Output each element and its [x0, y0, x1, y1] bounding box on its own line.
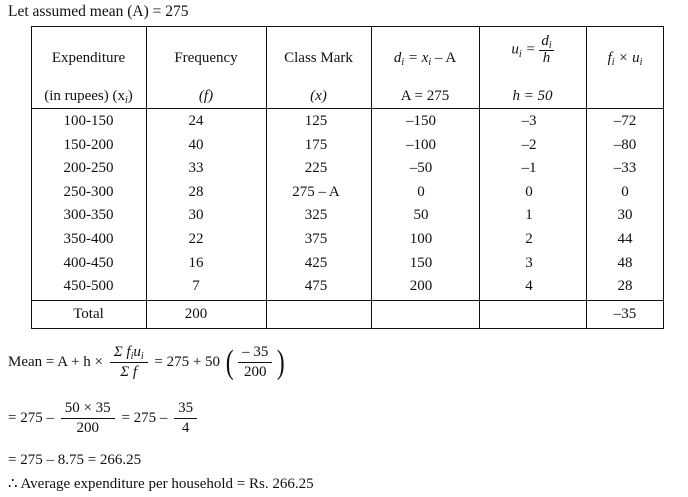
cell-fu: –80 [613, 136, 637, 153]
cell-frequency: 7 [192, 278, 200, 295]
cell-fu: 44 [617, 231, 633, 247]
cell-class-mark: 275 – A [292, 183, 340, 200]
sum-fraction: $\frac{\Sigma f_iu_i}{\text{Σ f}}$ [110, 344, 148, 382]
header-step-deviation: $u_i$ = $\frac{d_i}{h}$ [511, 33, 552, 66]
cell-class-mark: 475 [304, 278, 328, 295]
header-class-width: h = 50 [512, 88, 553, 104]
total-separator [31, 300, 664, 301]
cell-frequency: 24 [188, 113, 204, 129]
paren-fraction: $\frac{- 35}{200}$ [238, 344, 272, 382]
cell-expenditure: 100-150 [63, 113, 114, 129]
cell-deviation: 0 [417, 183, 425, 200]
header-frequency: Frequency [174, 50, 238, 66]
cell-step-deviation: 1 [525, 207, 533, 224]
cell-deviation: –150 [406, 113, 436, 129]
cell-expenditure: 300-350 [63, 207, 114, 224]
cell-deviation: 200 [409, 278, 433, 295]
mean-step-three: = 275 – 8.75 = 266.25 [8, 452, 142, 468]
product-fraction: $\frac{50 \times 35}{200}$ [61, 400, 115, 438]
step-deviation-fraction: $\frac{d_i}{h}$ [541, 33, 552, 66]
cell-step-deviation: –1 [521, 160, 537, 177]
header-expenditure-unit: (in rupees) $(x_i)$ [44, 88, 133, 106]
header-deviation-value: A = 275 [400, 88, 450, 104]
mean-formula: Mean = A + h × $\frac{\Sigma f_iu_i}{\text{Σ f}}$ = 275 + 50 ( $\frac{- 35}{200}$ ) [8, 343, 286, 381]
header-class-mark-symbol: (x) [310, 88, 327, 104]
cell-fu: –33 [613, 160, 637, 177]
cell-step-deviation: –3 [521, 113, 537, 129]
header-frequency-symbol: (f) [198, 88, 214, 104]
cell-step-deviation: 0 [525, 183, 533, 200]
total-label: Total [73, 306, 104, 322]
cell-class-mark: 425 [304, 254, 328, 271]
header-separator [31, 108, 664, 109]
cell-frequency: 30 [188, 207, 204, 224]
total-fu: –35 [613, 306, 637, 322]
header-class-mark: Class Mark [284, 50, 353, 66]
assumed-mean-text: Let assumed mean (A) = 275 [8, 3, 189, 20]
cell-expenditure: 350-400 [63, 231, 114, 247]
cell-step-deviation: 4 [525, 278, 533, 295]
cell-fu: 0 [621, 183, 629, 200]
simplified-fraction: $\frac{35}{4}$ [174, 400, 197, 438]
header-deviation: $d_i = x_i - A$ [393, 50, 457, 68]
cell-frequency: 33 [188, 160, 204, 177]
cell-frequency: 22 [188, 231, 204, 247]
header-expenditure: Expenditure [51, 50, 126, 66]
cell-class-mark: 225 [304, 160, 328, 177]
cell-step-deviation: 2 [525, 231, 533, 247]
expenditure-table [31, 26, 664, 329]
cell-expenditure: 250-300 [63, 183, 114, 200]
cell-class-mark: 125 [304, 113, 328, 129]
cell-fu: 48 [617, 254, 633, 271]
cell-deviation: 150 [409, 254, 433, 271]
cell-deviation: 100 [409, 231, 433, 247]
cell-frequency: 16 [188, 254, 204, 271]
total-frequency: 200 [184, 306, 208, 322]
cell-expenditure: 200-250 [63, 160, 114, 177]
cell-expenditure: 400-450 [63, 254, 114, 271]
conclusion-text: ∴ Average expenditure per household = Rs. 266.25 [8, 476, 314, 492]
cell-fu: –72 [613, 113, 637, 129]
cell-step-deviation: 3 [525, 254, 533, 271]
cell-deviation: –50 [409, 160, 433, 177]
mean-step-two: = 275 – $\frac{50 \times 35}{200}$ = 275 – $\frac{35}{4}$ [8, 400, 200, 438]
cell-expenditure: 150-200 [63, 136, 114, 153]
cell-deviation: –100 [406, 136, 436, 153]
cell-fu: 30 [617, 207, 633, 224]
cell-frequency: 28 [188, 183, 204, 200]
cell-class-mark: 175 [304, 136, 328, 153]
header-fu-product: $f_i \times u_i$ [607, 50, 643, 68]
cell-fu: 28 [617, 278, 633, 295]
cell-expenditure: 450-500 [63, 278, 114, 295]
cell-class-mark: 375 [304, 231, 328, 247]
cell-frequency: 40 [188, 136, 204, 153]
cell-step-deviation: –2 [521, 136, 537, 153]
cell-class-mark: 325 [304, 207, 328, 224]
cell-deviation: 50 [413, 207, 429, 224]
